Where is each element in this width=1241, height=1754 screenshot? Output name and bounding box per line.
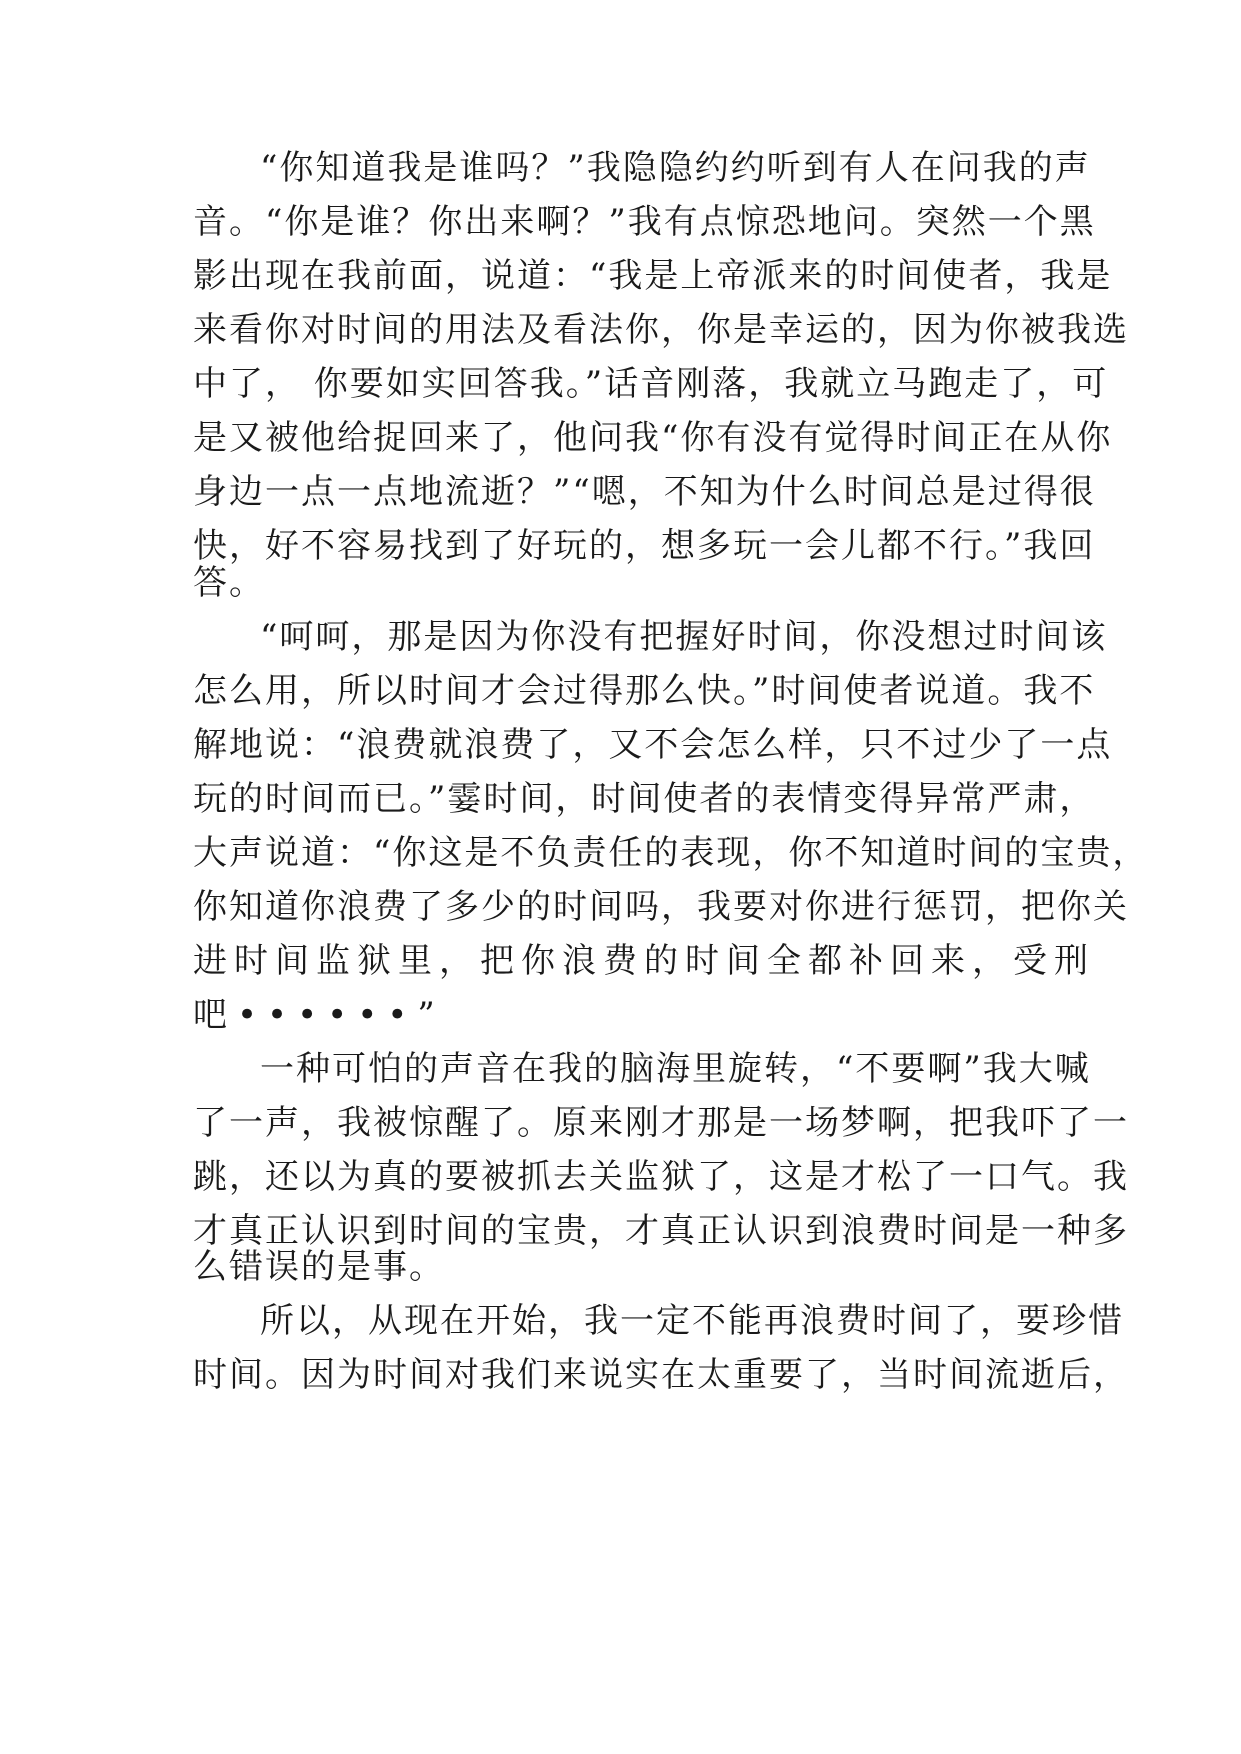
text-line: 中了， 你要如实回答我。”话音刚落，我就立马跑走了，可 — [193, 364, 1109, 404]
text-line: 你知道你浪费了多少的时间吗，我要对你进行惩罚，把你关 — [193, 887, 1129, 927]
text-line: 一种可怕的声音在我的脑海里旋转，“不要啊”我大喊 — [260, 1049, 1091, 1089]
text-line: 跳，还以为真的要被抓去关监狱了，这是才松了一口气。我 — [193, 1157, 1129, 1197]
text-line: 吧••••••” — [193, 995, 445, 1035]
text-line: “你知道我是谁吗？”我隐隐约约听到有人在问我的声 — [260, 148, 1091, 188]
text-line: 快，好不容易找到了好玩的，想多玩一会儿都不行。”我回 — [193, 526, 1096, 566]
text-line: 时间。因为时间对我们来说实在太重要了，当时间流逝后， — [193, 1355, 1129, 1395]
text-line: 大声说道：“你这是不负责任的表现，你不知道时间的宝贵， — [193, 833, 1149, 873]
text-line: “呵呵，那是因为你没有把握好时间，你没想过时间该 — [260, 617, 1108, 657]
text-line: 音。“你是谁？你出来啊？”我有点惊恐地问。突然一个黑 — [193, 202, 1096, 242]
text-line: 来看你对时间的用法及看法你，你是幸运的，因为你被我选 — [193, 310, 1129, 350]
text-line: 身边一点一点地流逝？”“嗯，不知为什么时间总是过得很 — [193, 472, 1096, 512]
text-line: 是又被他给捉回来了，他问我“你有没有觉得时间正在从你 — [193, 418, 1113, 458]
text-line: 才真正认识到时间的宝贵，才真正认识到浪费时间是一种多 — [193, 1211, 1129, 1251]
text-line: 所以，从现在开始，我一定不能再浪费时间了，要珍惜 — [260, 1301, 1124, 1341]
text-line: 进时间监狱里，把你浪费的时间全都补回来，受刑 — [193, 941, 1095, 981]
text-line: 影出现在我前面，说道：“我是上帝派来的时间使者，我是 — [193, 256, 1113, 296]
text-line: 么错误的是事。 — [193, 1247, 445, 1287]
text-line: 了一声，我被惊醒了。原来刚才那是一场梦啊，把我吓了一 — [193, 1103, 1129, 1143]
text-line: 解地说：“浪费就浪费了，又不会怎么样，只不过少了一点 — [193, 725, 1113, 765]
text-line: 怎么用，所以时间才会过得那么快。”时间使者说道。我不 — [193, 671, 1096, 711]
text-line: 玩的时间而已。”霎时间，时间使者的表情变得异常严肃， — [193, 779, 1096, 819]
text-line: 答。 — [193, 563, 265, 603]
